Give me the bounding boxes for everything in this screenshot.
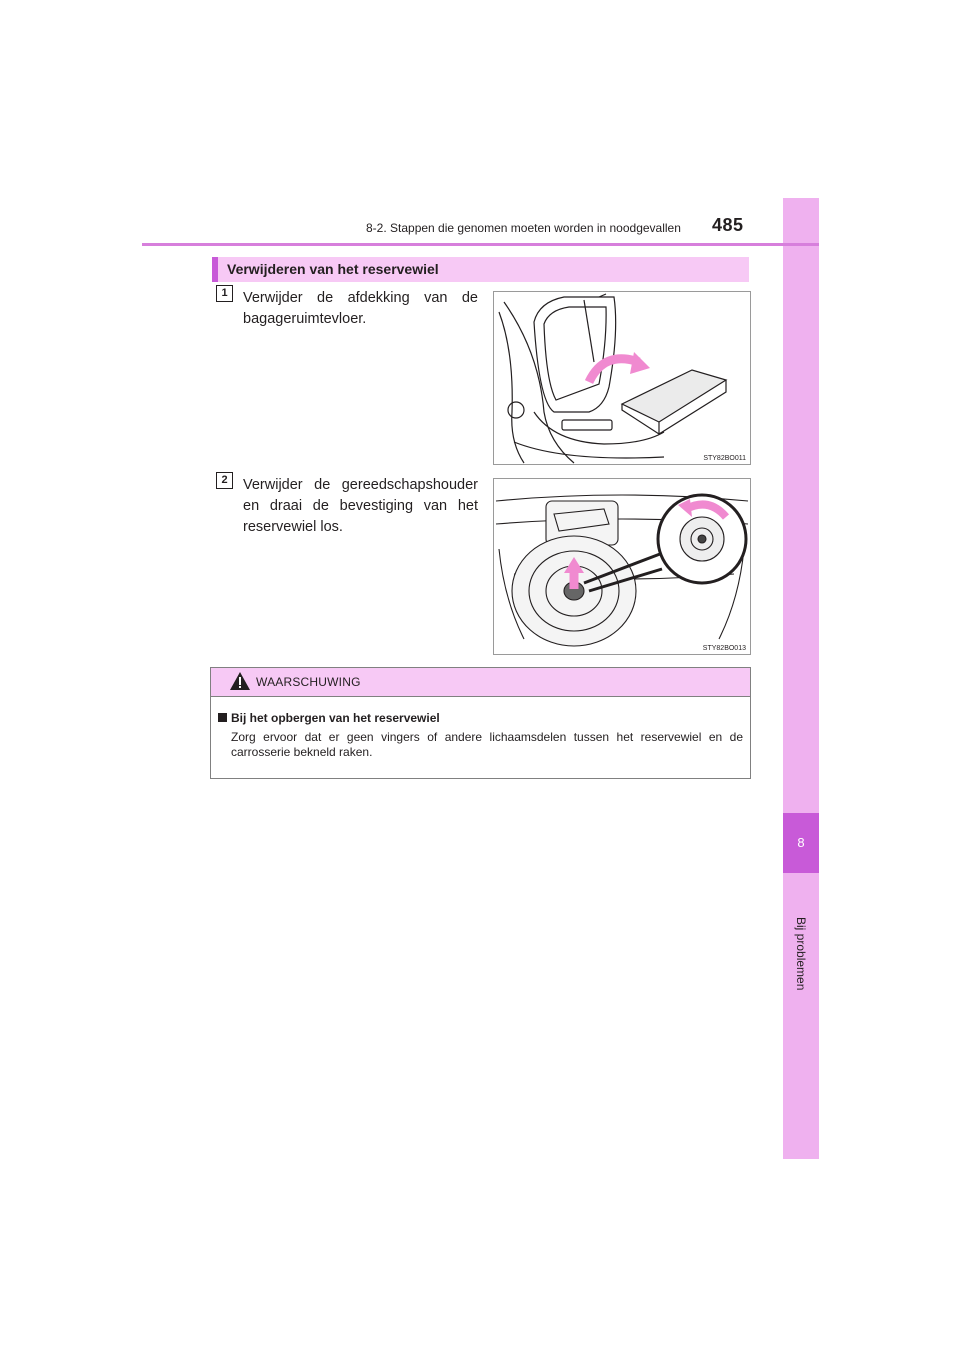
step-2-number: 2 — [216, 472, 233, 489]
floor-cover-illustration — [494, 292, 750, 464]
header-divider — [142, 243, 819, 246]
section-title-accent — [212, 257, 218, 282]
warning-subheading-row — [218, 711, 440, 725]
figure-1-code: STY82BO011 — [703, 455, 746, 462]
chapter-label: Bij problemen — [794, 917, 808, 991]
figure-floor-cover — [493, 291, 751, 465]
warning-subheading: Bij het opbergen van het reservewiel — [231, 711, 440, 725]
warning-label: WAARSCHUWING — [256, 675, 361, 689]
warning-header — [211, 668, 750, 697]
page-number: 485 — [712, 215, 744, 235]
warning-box — [210, 667, 751, 779]
spare-wheel-illustration — [494, 479, 750, 654]
figure-spare-wheel — [493, 478, 751, 655]
section-title-bar — [212, 257, 749, 282]
section-reference: 8-2. Stappen die genomen moeten worden in noodgevallen — [366, 221, 681, 235]
step-1-text: Verwijder de afdekking van de bagageruimtevloer. — [243, 290, 478, 327]
step-2-text: Verwijder de gereedschapshouder en draai de bevestiging van het reservewiel los. — [243, 477, 478, 535]
warning-body: Zorg ervoor dat er geen vingers of andere lichaamsdelen tussen het reservewiel en de carrosserie bekneld raken. — [231, 730, 743, 759]
warning-triangle-icon — [229, 671, 251, 691]
step-1-number: 1 — [216, 285, 233, 302]
chapter-side-tab — [783, 198, 819, 1159]
figure-2-code: STY82BO013 — [702, 645, 746, 652]
square-bullet-icon — [218, 713, 227, 722]
chapter-number-tab[interactable]: 8 — [783, 813, 819, 873]
section-title: Verwijderen van het reservewiel — [227, 261, 439, 277]
